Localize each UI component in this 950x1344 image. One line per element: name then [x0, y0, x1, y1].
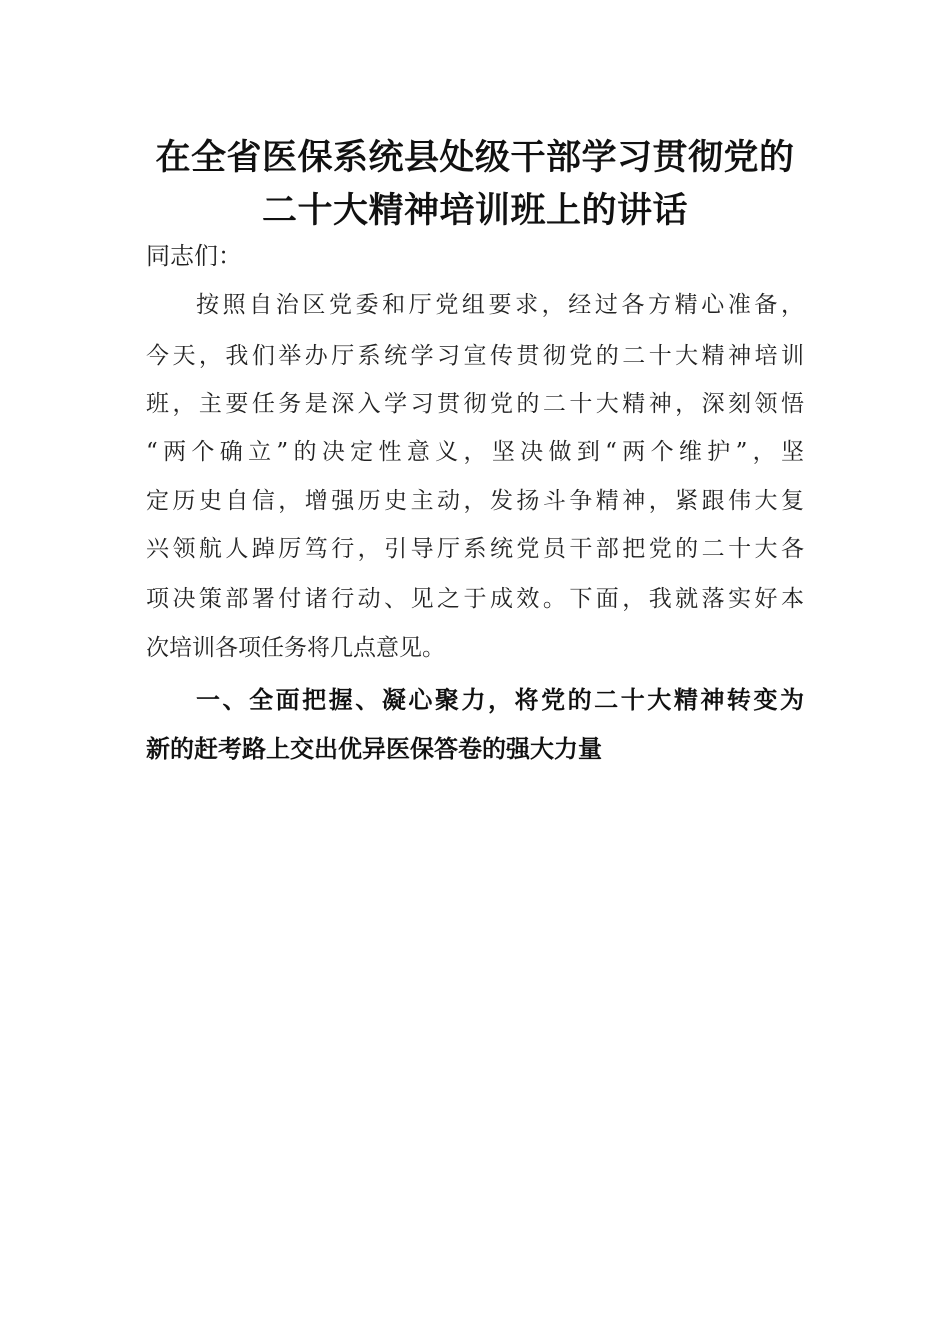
- salutation: 同志们：: [146, 242, 242, 270]
- paragraph-line: 按照自治区党委和厅党组要求，经过各方精心准备，: [196, 292, 804, 318]
- paragraph-line: 次培训各项任务将几点意见。: [146, 635, 445, 661]
- document-title-line-2: 二十大精神培训班上的讲话: [261, 191, 688, 231]
- section-heading-line: 新的赶考路上交出优异医保答卷的强大力量: [146, 735, 602, 763]
- paragraph-line: 定历史自信，增强历史主动，发扬斗争精神，紧跟伟大复: [146, 488, 804, 514]
- section-heading-line: 一、全面把握、凝心聚力，将党的二十大精神转变为: [196, 686, 804, 714]
- document-title-line-1: 在全省医保系统县处级干部学习贯彻党的: [155, 138, 795, 178]
- paragraph-line: 兴领航人踔厉笃行，引导厅系统党员干部把党的二十大各: [146, 536, 804, 562]
- paragraph-line: 班，主要任务是深入学习贯彻党的二十大精神，深刻领悟: [146, 391, 804, 417]
- paragraph-line: 今天，我们举办厅系统学习宣传贯彻党的二十大精神培训: [146, 343, 804, 369]
- paragraph-line: 项决策部署付诸行动、见之于成效。下面，我就落实好本: [146, 586, 804, 612]
- paragraph-line: “两个确立”的决定性意义，坚决做到“两个维护”，坚: [146, 439, 804, 465]
